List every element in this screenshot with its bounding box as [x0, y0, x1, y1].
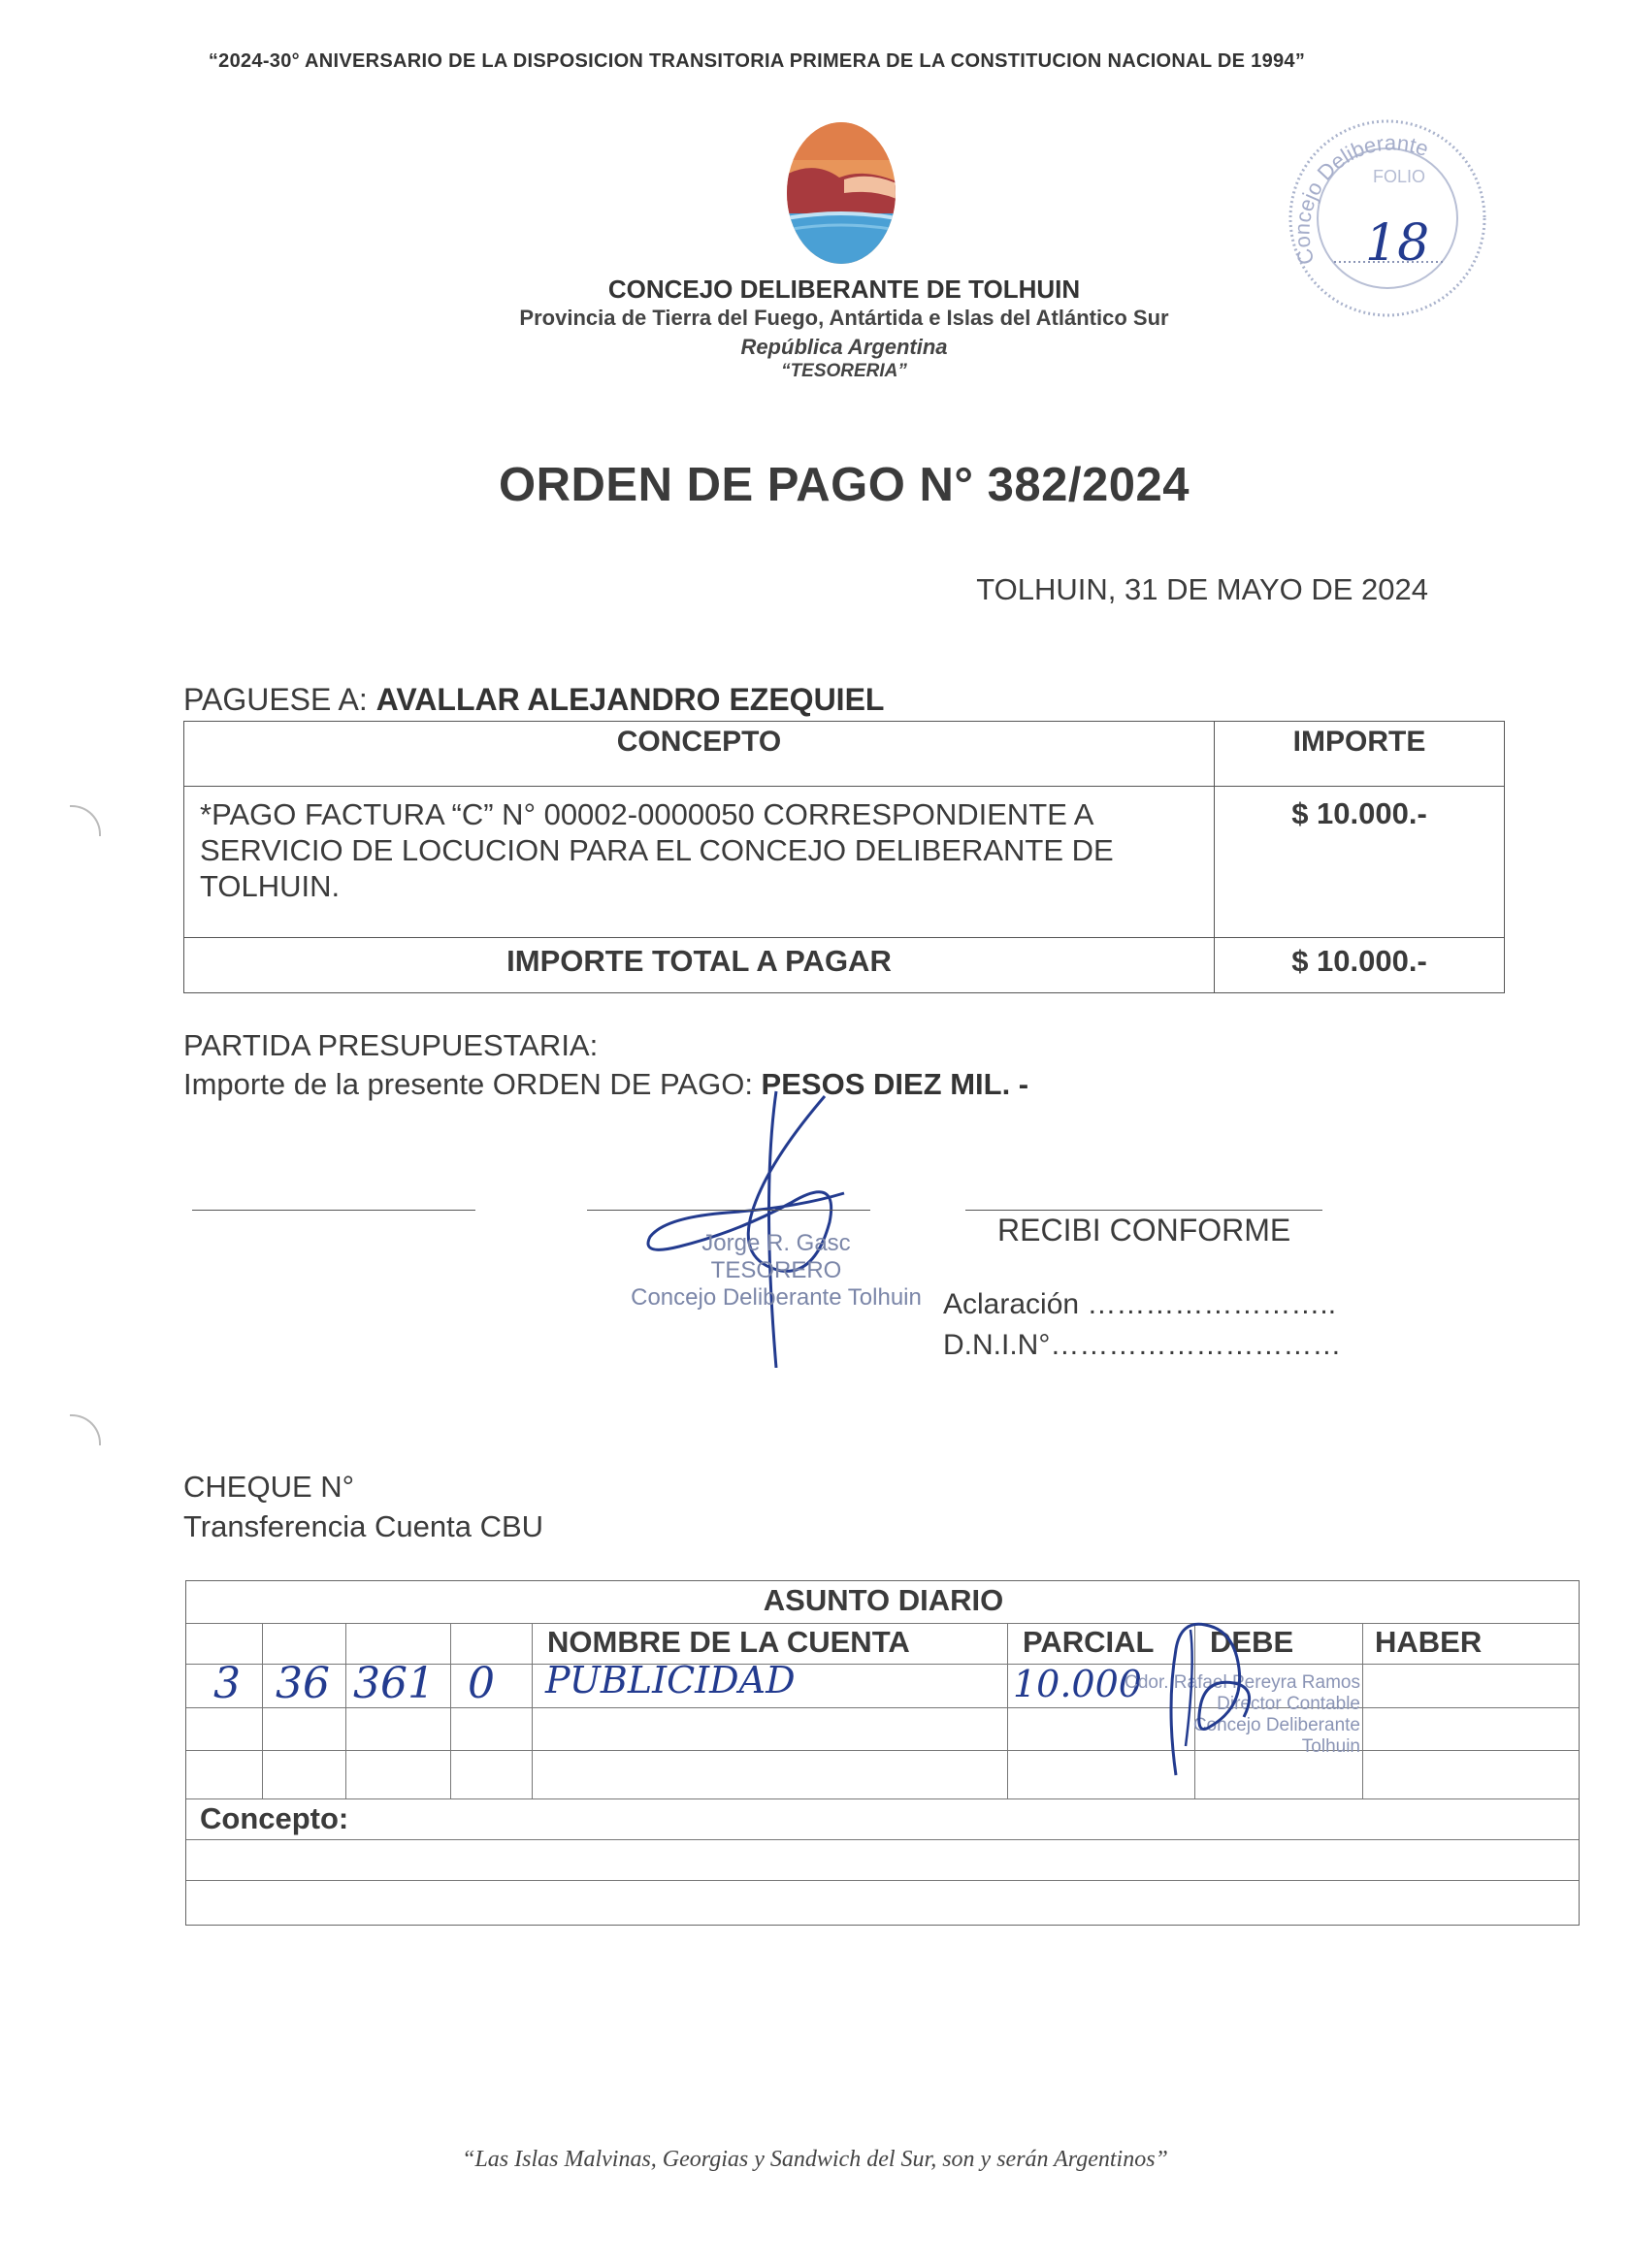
concept-label: Concepto:: [200, 1801, 349, 1835]
table-rule: [1007, 1623, 1008, 1798]
cheque-label: CHEQUE N°: [183, 1470, 355, 1504]
payment-table-row: [184, 787, 1504, 938]
treasurer-role: TESORERO: [710, 1257, 842, 1283]
folio-stamp: [1276, 107, 1499, 330]
punch-hole-mark: [70, 805, 101, 836]
table-rule: [186, 1839, 1579, 1840]
table-rule: [186, 1750, 1579, 1751]
amount-header: IMPORTE: [1292, 726, 1426, 758]
institution-logo: [786, 121, 896, 265]
director-stamp-line: Tolhuin: [1301, 1736, 1360, 1757]
table-rule: [262, 1623, 263, 1798]
journal-title: ASUNTO DIARIO: [763, 1583, 1004, 1617]
handwritten-code: 36: [276, 1659, 330, 1708]
director-initials: [1157, 1610, 1273, 1785]
concept-text: *PAGO FACTURA “C” N° 00002-0000050 CORRESPONDIENTE A SERVICIO DE LOCUCION PARA EL CONCEJO DELIBERANTE DE TOLHUIN.: [184, 787, 1215, 937]
payment-table: [183, 721, 1505, 993]
table-rule: [186, 1623, 1579, 1624]
amount-in-words: PESOS DIEZ MIL. -: [761, 1067, 1029, 1101]
total-amount: $ 10.000.-: [1291, 944, 1427, 978]
payment-total-row: [184, 938, 1504, 992]
transfer-label: Transferencia Cuenta CBU: [183, 1509, 544, 1543]
payment-table-header: [184, 722, 1504, 787]
amount-in-words-label: Importe de la presente ORDEN DE PAGO:: [183, 1067, 762, 1101]
total-label: IMPORTE TOTAL A PAGAR: [184, 938, 1215, 992]
anniversary-header: “2024-30° ANIVERSARIO DE LA DISPOSICION TRANSITORIA PRIMERA DE LA CONSTITUCION NACIONAL DE 1994”: [208, 50, 1306, 72]
account-name-header: NOMBRE DE LA CUENTA: [547, 1625, 910, 1659]
clarification-field: Aclaración ……………………..: [943, 1288, 1337, 1320]
partial-header: PARCIAL: [1023, 1625, 1155, 1659]
journal-table: [185, 1580, 1580, 1926]
folio-number: 18: [1365, 214, 1430, 273]
director-stamp-line: Director Contable: [1217, 1694, 1360, 1714]
table-rule: [345, 1623, 346, 1798]
table-rule: [450, 1623, 451, 1798]
payee-label: PAGUESE A:: [183, 682, 376, 717]
treasurer-org: Concejo Deliberante Tolhuin: [631, 1284, 922, 1311]
document-date: TOLHUIN, 31 DE MAYO DE 2024: [976, 572, 1428, 606]
amount-value: $ 10.000.-: [1291, 796, 1427, 830]
department-name: “TESORERIA”: [781, 361, 907, 381]
table-rule: [1362, 1623, 1363, 1798]
amount-in-words-line: [183, 1067, 1028, 1102]
stamp-text: Concejo Deliberante: [1289, 130, 1432, 268]
handwritten-partial: 10.000: [1013, 1663, 1142, 1705]
treasurer-signature: [621, 1077, 873, 1368]
table-rule: [186, 1880, 1579, 1881]
treasurer-stamp: [621, 1230, 931, 1312]
footer-slogan: “Las Islas Malvinas, Georgias y Sandwich del Sur, son y serán Argentinos”: [462, 2147, 1168, 2172]
handwritten-account: PUBLICIDAD: [545, 1659, 796, 1701]
budget-line-label: PARTIDA PRESUPUESTARIA:: [183, 1028, 599, 1062]
handwritten-code: 3: [213, 1659, 241, 1708]
signature-line: [587, 1210, 870, 1211]
debit-header: DEBE: [1210, 1625, 1294, 1659]
table-rule: [532, 1623, 533, 1798]
folio-label: FOLIO: [1373, 167, 1426, 186]
dni-field: D.N.I.N°…………………………: [943, 1329, 1342, 1361]
director-stamp-line: Cdor. Rafael Pereyra Ramos: [1125, 1672, 1360, 1693]
payee-name: AVALLAR ALEJANDRO EZEQUIEL: [375, 682, 885, 717]
concept-header: CONCEPTO: [184, 722, 1215, 786]
treasurer-name: Jorge R. Gasc: [701, 1230, 851, 1256]
payee-line: [183, 682, 884, 718]
province-name: Provincia de Tierra del Fuego, Antártida e Islas del Atlántico Sur: [519, 306, 1169, 330]
handwritten-code: 0: [468, 1659, 495, 1708]
document-title: ORDEN DE PAGO N° 382/2024: [499, 459, 1190, 511]
table-rule: [186, 1798, 1579, 1799]
received-label: RECIBI CONFORME: [997, 1213, 1291, 1247]
signature-line: [192, 1210, 475, 1211]
country-name: República Argentina: [740, 335, 948, 359]
director-stamp-line: Concejo Deliberante: [1192, 1715, 1360, 1735]
credit-header: HABER: [1375, 1625, 1483, 1659]
punch-hole-mark: [70, 1414, 101, 1445]
handwritten-code: 361: [353, 1659, 435, 1708]
institution-name: CONCEJO DELIBERANTE DE TOLHUIN: [607, 275, 1081, 304]
signature-line: [965, 1210, 1322, 1211]
